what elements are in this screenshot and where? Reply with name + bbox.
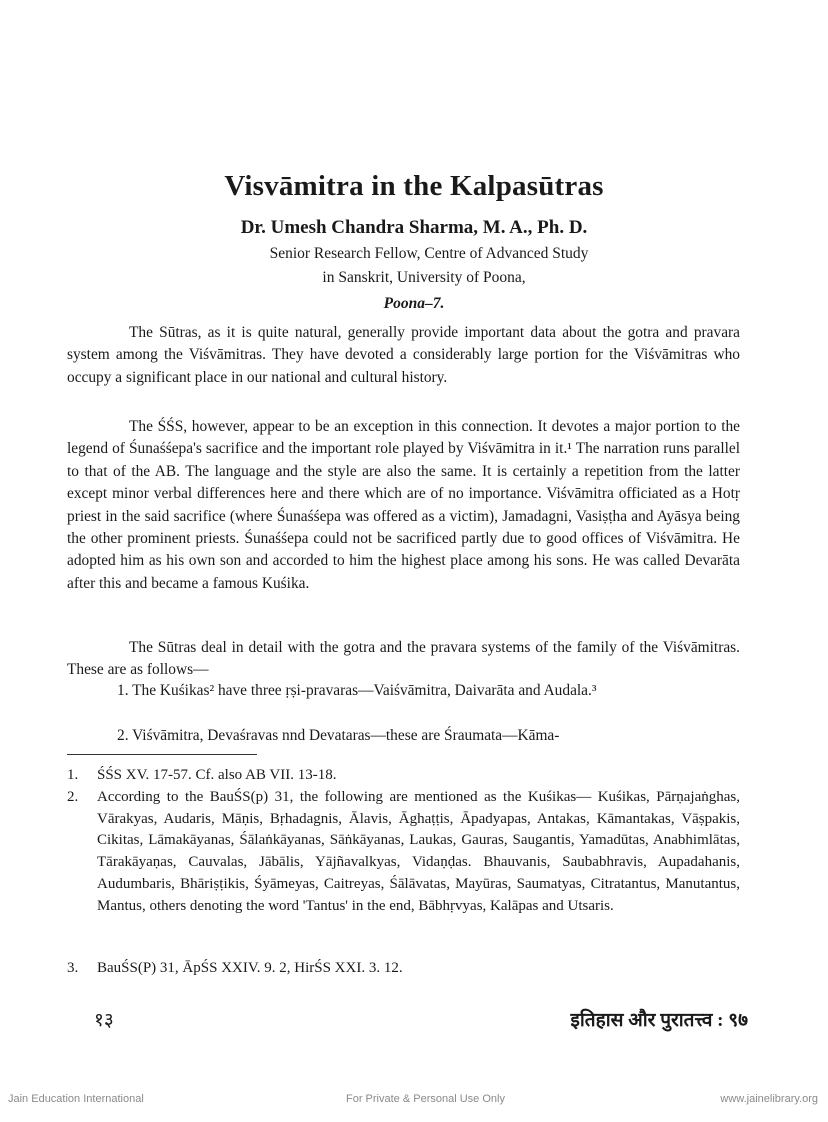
place-line: Poona–7. [383,295,445,312]
list-item-2: 2. Viśvāmitra, Devaśravas nnd Devataras—these are Śraumata—Kāma- [117,727,560,744]
footnote-number: 2. [67,789,79,805]
footer-middle: For Private & Personal Use Only [346,1093,505,1105]
footnote-3 [67,958,740,980]
paragraph-3: The Sūtras deal in detail with the gotra and the pravara systems of the family of the Viśvāmitras. These are as follows— [67,639,740,679]
footnote-text: BauŚS(P) 31, ĀpŚS XXIV. 9. 2, HirŚS XXI. 3. 12. [97,960,403,976]
paragraph-1: The Sūtras, as it is quite natural, generally provide important data about the gotra and pravara system among the Viśvāmitras. They have devoted a considerably large portion for the Viśvāmitras who occupy a significant place in our national and cultural history. [67,324,740,386]
footer-left: Jain Education International [8,1093,144,1105]
footnote-text: ŚŚS XV. 17-57. Cf. also AB VII. 13-18. [97,767,337,783]
footnote-2 [67,787,740,917]
footer-right: www.jainelibrary.org [720,1093,818,1105]
author-name: Dr. Umesh Chandra Sharma, M. A., Ph. D. [240,217,588,238]
page-number: १३ [94,1010,114,1031]
running-head: इतिहास और पुरातत्त्व : ९७ [570,1010,748,1031]
affiliation-line-2: in Sanskrit, University of Poona, [322,269,526,286]
footnote-1 [67,765,740,787]
footnote-number: 1. [67,767,79,783]
footnote-text: According to the BauŚS(p) 31, the following are mentioned as the Kuśikas— Kuśikas, Pārṇajaṅghas, Vārakyas, Audaris, Māṇis, Bṛhadagnis, Ālavis, Āghaṭṭis, Āpadyapas, Antakas, Kāmantakas, Vāṣpakis, Cikitas, Lāmakāyanas, Śālaṅkāyanas, Sāṅkāyanas, Laukas, Gauras, Saugantis, Yamadūtas, Anabhimlātas, Tārakāyaṇas, Cauvalas, Jābālis, Yājñavalkyas, Vidaṇḍas. Bhauvanis, Saubabhravis, Aupadahanis, Audumbaris, Bhāriṣṭikis, Śyāmeyas, Caitreyas, Śālāvatas, Mayūras, Saumatyas, Citratantus, Manutantus, Mantus, others denoting the word 'Tantus' in the end, Bābhṛvyas, Kalāpas and Utsaris. [97,789,740,914]
list-item-1: 1. The Kuśikas² have three ṛṣi-pravaras—Vaiśvāmitra, Daivarāta and Audala.³ [117,682,597,699]
paragraph-2: The ŚŚS, however, appear to be an exception in this connection. It devotes a major portion to the legend of Śunaśśepa's sacrifice and the important role played by Viśvāmitra in it.¹ The narration runs parallel to that of the AB. The language and the style are also the same. It is certainly a repetition from the latter except minor verbal differences here and there which are of no importance. Viśvāmitra officiated as a Hotṛ priest in the said sacrifice (where Śunaśśepa was offered as a victim), Jamadagni, Vasiṣṭha and Ayāsya being the other prominent priests. Śunaśśepa could not be sacrificed partly due to good offices of Viśvāmitra. He adopted him as his own son and accorded to him the highest place among his sons. He was called Devarāta after this and became a famous Kuśika. [67,418,740,592]
article-title: Visvāmitra in the Kalpasūtras [224,170,604,202]
affiliation-line-1: Senior Research Fellow, Centre of Advanced Study [269,245,589,262]
footnote-divider [67,754,257,755]
footnote-number: 3. [67,960,79,976]
